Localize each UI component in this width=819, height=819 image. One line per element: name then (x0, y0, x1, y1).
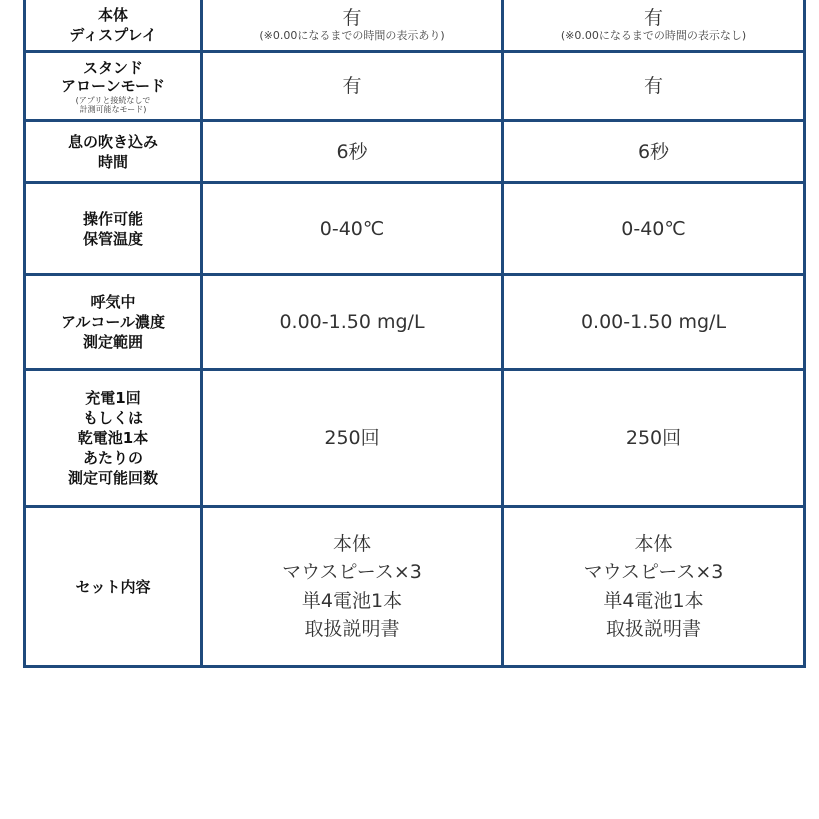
spec-table (23, 0, 806, 668)
cell-value: 6秒 (637, 140, 670, 163)
value-cell (202, 183, 503, 275)
table-row (25, 370, 805, 507)
table-row (25, 183, 805, 275)
list-item: 単4電池1本 (301, 589, 403, 612)
row-label: 操作可能 保管温度 (82, 209, 143, 248)
value-cell (503, 183, 805, 275)
row-label-cell (25, 183, 202, 275)
set-contents-cell (202, 507, 503, 667)
value-cell (503, 52, 805, 121)
table-row (25, 275, 805, 370)
cell-value: 0-40℃ (621, 217, 686, 240)
set-contents-cell (503, 507, 805, 667)
row-label: スタンド アローンモード (60, 58, 166, 95)
cell-value: 0-40℃ (319, 217, 385, 240)
list-item: 取扱説明書 (304, 618, 400, 640)
row-label-cell (25, 275, 202, 370)
list-item: 本体 (634, 532, 673, 555)
value-cell (202, 275, 503, 370)
table-row (25, 507, 805, 667)
list-item: 取扱説明書 (605, 618, 701, 640)
row-label-cell (25, 121, 202, 183)
row-label-cell (25, 370, 202, 507)
cell-value: 0.00-1.50 mg/L (580, 311, 727, 333)
row-label-note: (アプリと接続なしで 計測可能なモード) (75, 95, 151, 114)
cell-value: 6秒 (336, 140, 368, 163)
row-label: 息の吹き込み 時間 (67, 132, 158, 171)
list-item: マウスピース×3 (282, 561, 422, 583)
list-item: 本体 (332, 532, 371, 555)
cell-note: (※0.00になるまでの時間の表示なし) (560, 29, 747, 42)
value-cell (503, 370, 805, 507)
cell-value: 有 (643, 7, 663, 29)
value-cell (202, 52, 503, 121)
table-row (25, 0, 805, 52)
row-label: セット内容 (75, 577, 151, 596)
value-cell (503, 121, 805, 183)
value-cell (202, 0, 503, 52)
cell-value: 有 (342, 75, 362, 97)
row-label-cell (25, 507, 202, 667)
cell-value: 有 (342, 7, 362, 29)
row-label-cell (25, 0, 202, 52)
row-label: 充電1回 もしくは 乾電池1本 あたりの 測定可能回数 (67, 389, 158, 487)
row-label: 呼気中 アルコール濃度 測定範囲 (60, 293, 166, 351)
cell-note: (※0.00になるまでの時間の表示あり) (259, 29, 445, 42)
cell-value: 250回 (324, 427, 380, 449)
cell-value: 有 (643, 75, 663, 97)
value-cell (202, 121, 503, 183)
table-row (25, 121, 805, 183)
cell-value: 250回 (625, 427, 682, 449)
value-cell (503, 0, 805, 52)
value-cell (503, 275, 805, 370)
value-cell (202, 370, 503, 507)
table-row (25, 52, 805, 121)
row-label: 本体 ディスプレイ (69, 6, 157, 44)
cell-value: 0.00-1.50 mg/L (279, 311, 425, 333)
list-item: マウスピース×3 (583, 561, 724, 583)
row-label-cell (25, 52, 202, 121)
list-item: 単4電池1本 (603, 589, 704, 612)
